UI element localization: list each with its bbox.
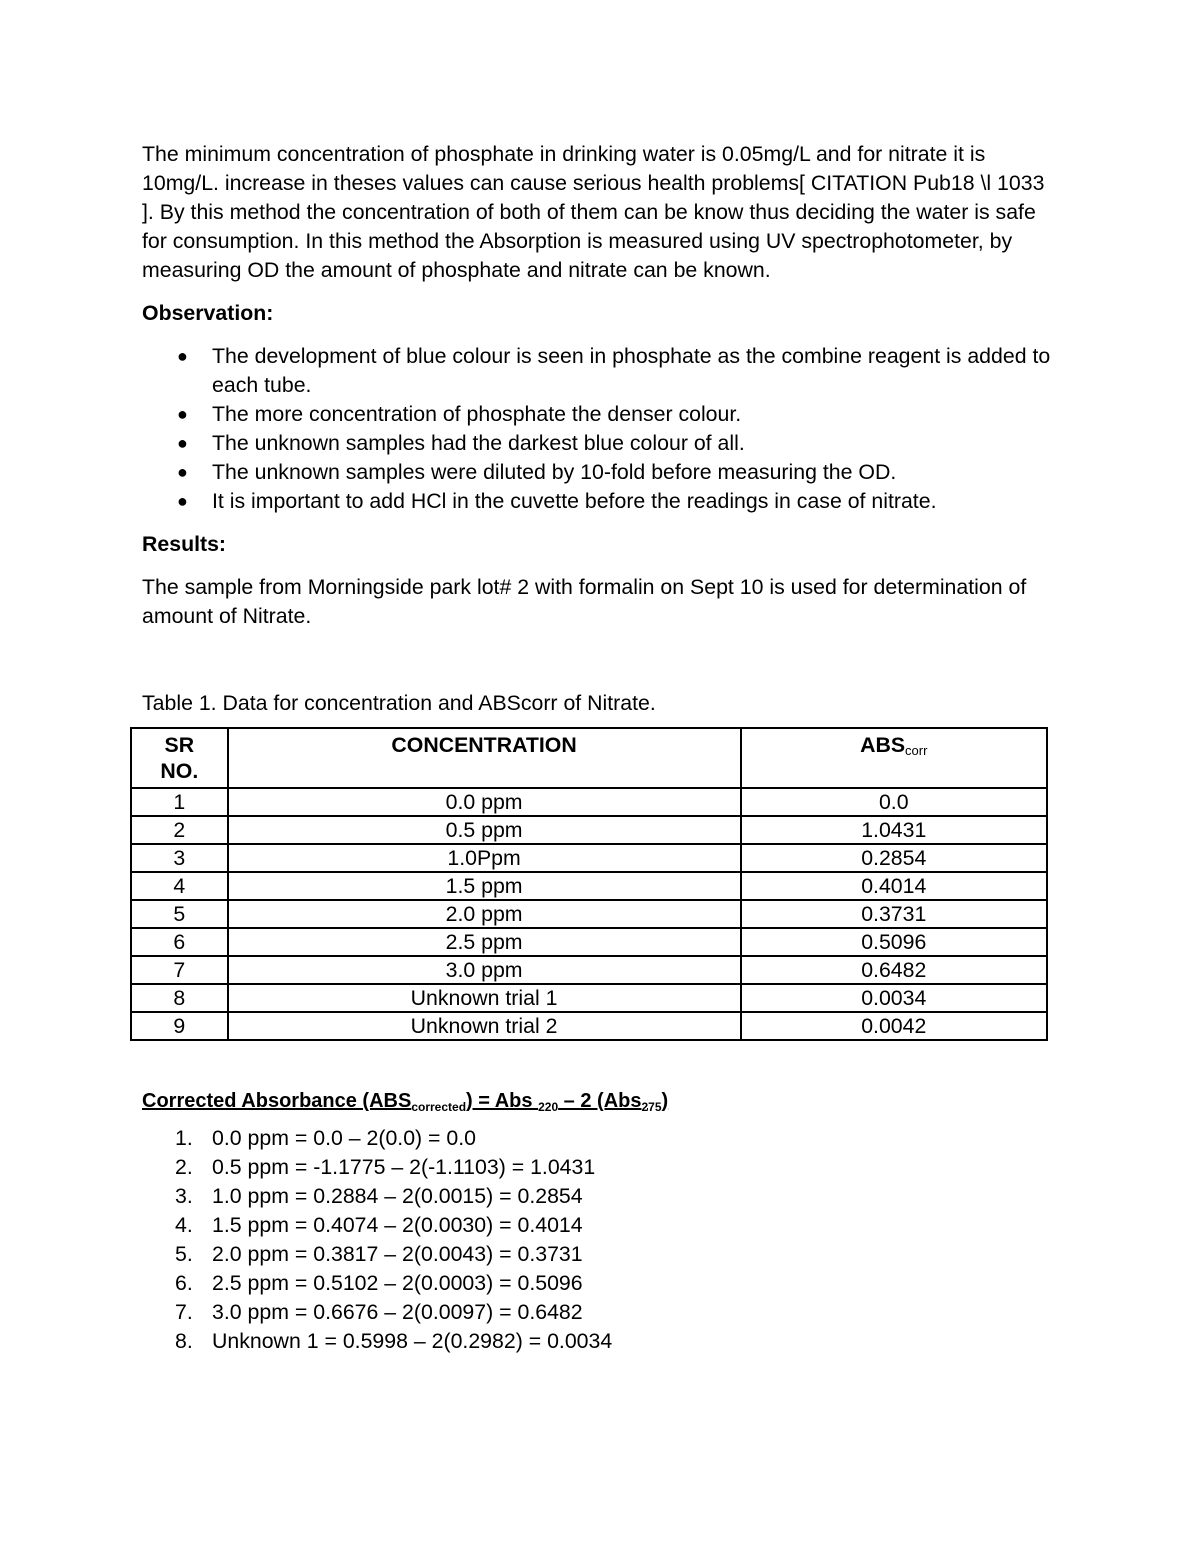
table-row: 7 3.0 ppm 0.6482 — [131, 956, 1047, 984]
header-concentration: CONCENTRATION — [228, 728, 741, 788]
corrected-absorbance-formula: Corrected Absorbance $(ABS_{corrected})$ = Abs $_{220}$ – 2 (Abs$_{275}$) — [142, 1090, 669, 1114]
observation-item: ● The unknown samples had the darkest blue colour of all. — [142, 429, 1054, 458]
table-header-row — [131, 728, 1047, 788]
bullet-icon: ● — [177, 346, 188, 366]
results-paragraph: The sample from Morningside park lot# 2 with formalin on Sept 10 is used for determination of amount of Nitrate. — [142, 575, 1027, 628]
nitrate-data-table — [130, 727, 1048, 1041]
calculation-item: 5. 2.0 ppm = 0.3817 – 2(0.0043) = 0.3731 — [175, 1242, 583, 1266]
table-row: 4 1.5 ppm 0.4014 — [131, 872, 1047, 900]
bullet-icon: ● — [177, 462, 188, 482]
observation-item: ● It is important to add HCl in the cuvette before the readings in case of nitrate. — [142, 487, 1054, 516]
calculation-item: 6. 2.5 ppm = 0.5102 – 2(0.0003) = 0.5096 — [175, 1271, 583, 1295]
document-page — [142, 140, 1054, 1356]
observation-heading: Observation: — [142, 301, 274, 325]
calculation-item: 7. 3.0 ppm = 0.6676 – 2(0.0097) = 0.6482 — [175, 1300, 583, 1324]
bullet-icon: ● — [177, 404, 188, 424]
bullet-icon: ● — [177, 491, 188, 511]
observation-item: ● The development of blue colour is seen in phosphate as the combine reagent is added to each tube. — [177, 344, 1051, 397]
table-row: 1 0.0 ppm 0.0 — [131, 788, 1047, 816]
calculation-item: 2. 0.5 ppm = -1.1775 – 2(-1.1103) = 1.0431 — [175, 1155, 596, 1179]
observation-item: ● The more concentration of phosphate the denser colour. — [142, 400, 1054, 429]
observation-list — [142, 342, 1054, 516]
table-caption: Table 1. Data for concentration and ABScorr of Nitrate. — [142, 691, 656, 715]
table-row: 8 Unknown trial 1 0.0034 — [131, 984, 1047, 1012]
table-row: 2 0.5 ppm 1.0431 — [131, 816, 1047, 844]
header-sr-no: SR NO. — [131, 728, 228, 788]
bullet-icon: ● — [177, 433, 188, 453]
header-abs-corr: $ABS_{corr}$ — [741, 728, 1047, 788]
calculation-item: 8. Unknown 1 = 0.5998 – 2(0.2982) = 0.0034 — [175, 1329, 613, 1353]
intro-paragraph: The minimum concentration of phosphate in drinking water is 0.05mg/L and for nitrate it is 10mg/L. increase in theses values can cause serious health problems[ CITATION Pub18 \l 1033 ]. By this method the concentration of both of them can be know thus deciding the water is safe for consumption. In this method the Absorption is measured using UV spectrophotometer, by measuring OD the amount of phosphate and nitrate can be known. — [142, 142, 1045, 282]
calculation-list — [142, 1124, 1054, 1356]
calculation-item: 1. 0.0 ppm = 0.0 – 2(0.0) = 0.0 — [175, 1126, 477, 1150]
table-row: 3 1.0Ppm 0.2854 — [131, 844, 1047, 872]
table-row: 6 2.5 ppm 0.5096 — [131, 928, 1047, 956]
table-row: 9 Unknown trial 2 0.0042 — [131, 1012, 1047, 1040]
results-heading: Results: — [142, 532, 227, 556]
table-row: 5 2.0 ppm 0.3731 — [131, 900, 1047, 928]
calculation-item: 4. 1.5 ppm = 0.4074 – 2(0.0030) = 0.4014 — [175, 1213, 583, 1237]
observation-item: ● The unknown samples were diluted by 10-fold before measuring the OD. — [142, 458, 1054, 487]
calculation-item: 3. 1.0 ppm = 0.2884 – 2(0.0015) = 0.2854 — [175, 1184, 583, 1208]
